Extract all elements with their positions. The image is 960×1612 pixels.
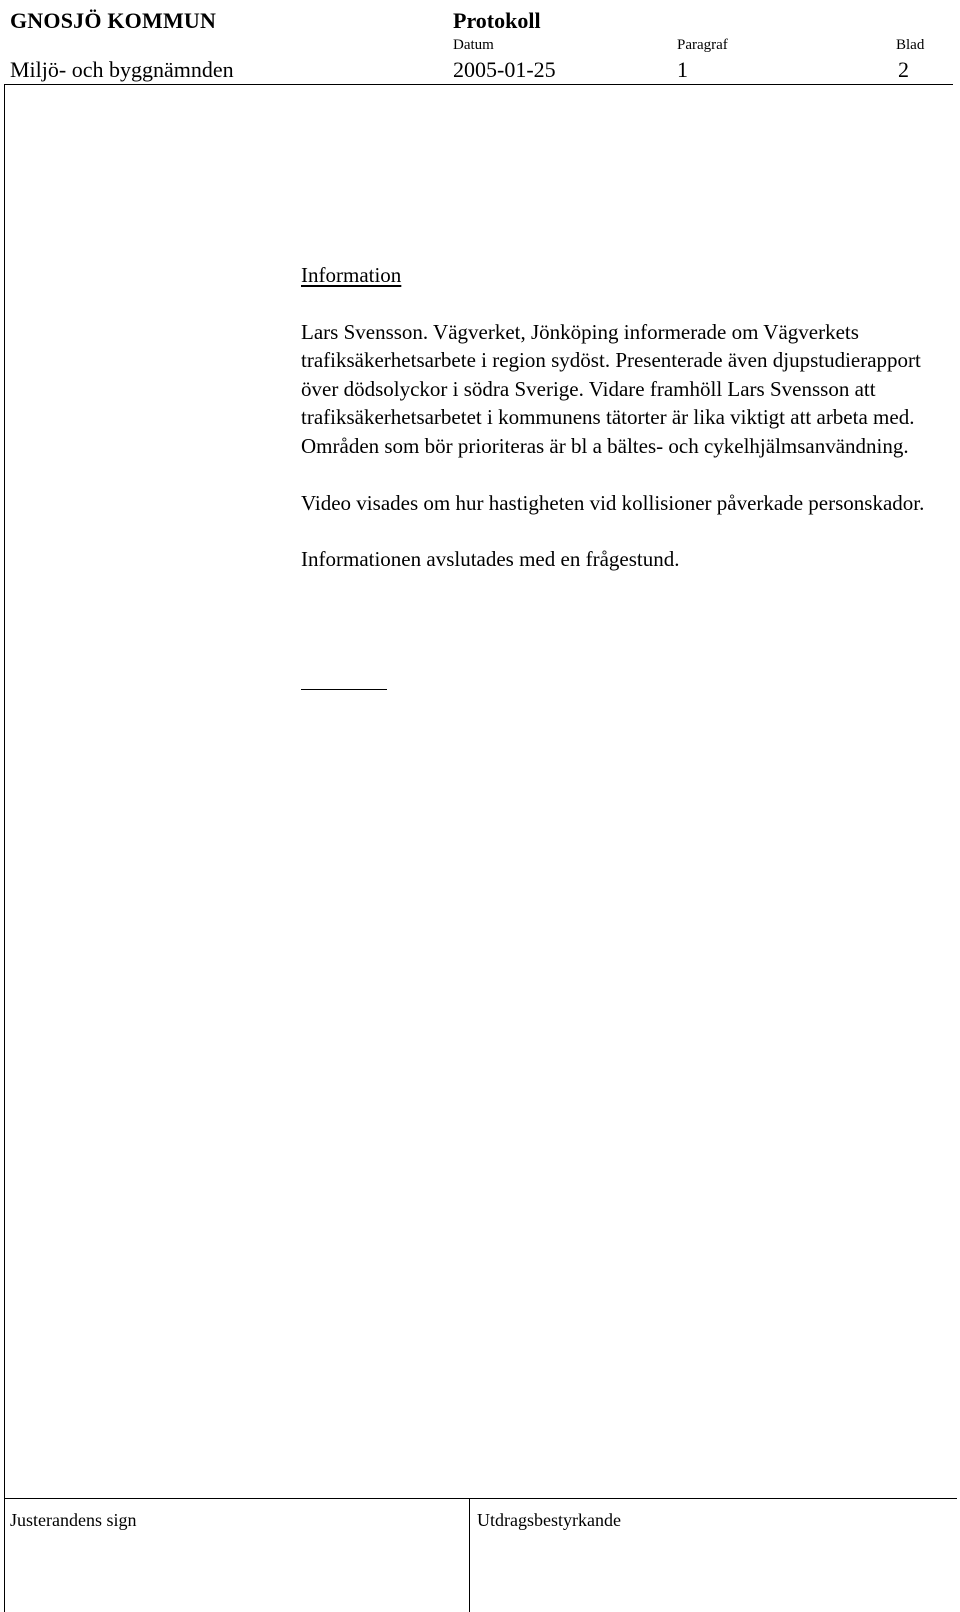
footer-column-divider — [469, 1498, 470, 1612]
section-end-rule — [301, 689, 387, 690]
sheet-number: 2 — [898, 57, 909, 82]
header-divider — [4, 84, 953, 85]
footer-divider — [4, 1498, 957, 1499]
paragraph-closing: Informationen avslutades med en frågestund. — [301, 547, 680, 572]
left-margin-rule — [4, 84, 5, 1612]
document-type: Protokoll — [453, 8, 541, 33]
date-value: 2005-01-25 — [453, 57, 556, 82]
date-label: Datum — [453, 37, 494, 53]
committee-name: Miljö- och byggnämnden — [10, 57, 234, 82]
certification-label: Utdragsbestyrkande — [477, 1510, 621, 1530]
paragraph-video: Video visades om hur hastigheten vid kollisioner påverkade personskador. — [301, 490, 925, 515]
section-heading: Information — [301, 263, 402, 287]
organization-name: GNOSJÖ KOMMUN — [10, 8, 217, 33]
paragraph-presentation: Lars Svensson. Vägverket, Jönköping informerade om Vägverkets trafiksäkerhetsarbete i region sydöst. Presenterade även djupstudierapport över dödsolyckor i södra Sverige. Vidare framhöll Lars Svensson att trafiksäkerhetsarbetet i kommunens tätorter är lika viktigt att arbeta med. Områden som bör prioriteras är bl a bältes- och cykelhjälmsanvändning. — [301, 319, 921, 458]
sheet-label: Blad — [896, 37, 925, 53]
signature-label: Justerandens sign — [10, 1510, 137, 1530]
paragraph-number: 1 — [677, 57, 688, 82]
paragraph-label: Paragraf — [677, 37, 728, 53]
protocol-body — [301, 261, 941, 602]
